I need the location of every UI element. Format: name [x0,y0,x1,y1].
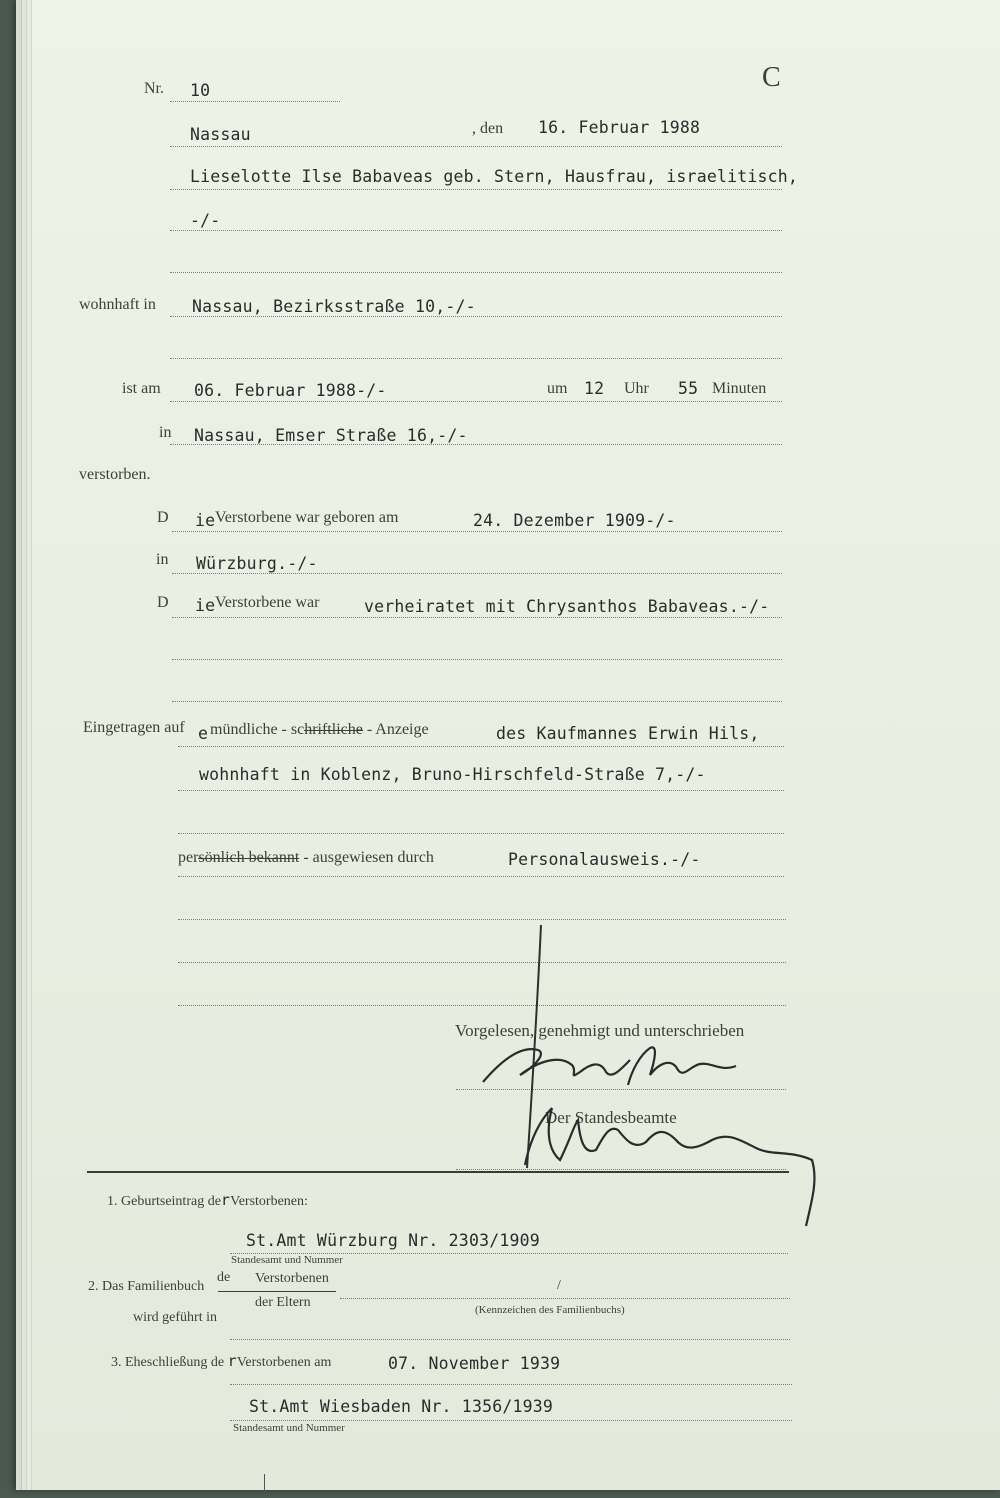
persoenlich-struck: sönlich bekannt [198,849,300,866]
birth-d-label: D [157,509,169,526]
death-place: Nassau, Emser Straße 16,-/- [194,426,468,445]
official-label: Der Standesbeamte [545,1108,677,1127]
death-in-label: in [159,424,172,441]
form-letter: C [762,62,781,93]
footer-item2-slash: / [557,1278,561,1293]
footer-item3-line [230,1384,792,1385]
registration-article: e [198,724,209,743]
footer-item1-end: Verstorbenen: [230,1194,308,1209]
footer-item2-label: 2. Das Familienbuch [88,1279,205,1294]
pers-prefix: per [178,849,199,866]
footer-item1-label: 1. Geburtseintrag de [107,1194,221,1209]
footer-item2-verstorbenen: Verstorbenen [255,1271,329,1286]
schriftliche-struck: hriftliche [304,721,363,738]
footer-birth-register: St.Amt Würzburg Nr. 2303/1909 [246,1231,540,1250]
residence-value: Nassau, Bezirksstraße 10,-/- [192,297,476,316]
schriftliche-prefix: sc [290,721,305,738]
um-label: um [547,380,568,397]
person-line2: -/- [190,211,221,230]
marital-d-label: D [157,594,169,611]
footer-item3-end: Verstorbenen am [236,1355,332,1370]
person-name: Lieselotte Ilse Babaveas geb. Stern, Hausfrau, israelitisch, [190,167,799,186]
verstorben-label: verstorben. [79,466,151,483]
footer-item2-de: de [217,1270,231,1285]
place-value: Nassau [190,125,251,144]
birth-label: Verstorbene war geboren am [215,509,399,526]
footer-item2-wird: wird geführt in [133,1310,217,1325]
official-signature [525,1108,814,1226]
footer-item2-line2 [230,1339,790,1340]
muendliche-label: mündliche - [210,721,287,738]
ausgewiesen-label: - ausgewiesen durch [303,849,434,866]
marital-value: verheiratet mit Chrysanthos Babaveas.-/- [364,597,770,616]
footer-item3-label: 3. Eheschließung de [111,1355,225,1370]
registration-label-start: Eingetragen auf [83,719,185,736]
footer-item1-suffix: r [220,1191,231,1209]
death-minutes: 55 [678,379,699,398]
marital-label: Verstorbene war [215,594,320,611]
approval-text: Vorgelesen, genehmigt und unterschrieben [455,1021,745,1040]
residence-label: wohnhaft in [79,296,156,313]
informant-signature [483,1049,630,1082]
standesamt-caption: Standesamt und Nummer [231,1254,343,1266]
identification-value: Personalausweis.-/- [508,850,701,869]
footer-item1 [107,1191,308,1210]
birth-article: ie [195,511,216,530]
nr-value: 10 [190,81,211,100]
signature-stroke [527,925,541,1168]
footer-item3 [111,1352,331,1371]
birth-place: Würzburg.-/- [196,554,318,573]
informant-address: wohnhaft in Koblenz, Bruno-Hirschfeld-Straße 7,-/- [199,765,706,784]
death-date: 06. Februar 1988-/- [194,381,387,400]
footer-item3-line2 [230,1420,792,1421]
birth-in-label: in [156,551,169,568]
binding-mark [264,1474,265,1492]
den-label: , den [472,120,504,137]
kennzeichen-caption: (Kennzeichen des Familienbuchs) [475,1304,625,1316]
fraction-line [218,1291,336,1292]
footer-item2-eltern: der Eltern [255,1295,311,1310]
death-hour: 12 [584,379,605,398]
section-divider [87,1171,789,1173]
footer-item2-line [340,1298,790,1299]
informant-name: des Kaufmannes Erwin Hils, [496,724,760,743]
standesamt-caption-2: Standesamt und Nummer [233,1422,345,1434]
marital-article: ie [195,596,216,615]
date-value: 16. Februar 1988 [538,118,701,137]
minuten-label: Minuten [712,380,767,397]
nr-label: Nr. [144,80,164,97]
birth-date: 24. Dezember 1909-/- [473,511,676,530]
death-label: ist am [122,380,161,397]
uhr-label: Uhr [624,380,649,397]
informant-signature [628,1047,736,1085]
anzeige-label: - Anzeige [366,721,429,738]
marriage-date: 07. November 1939 [388,1354,561,1373]
footer-item3-suffix: r [227,1352,237,1370]
marriage-register: St.Amt Wiesbaden Nr. 1356/1939 [249,1397,554,1416]
